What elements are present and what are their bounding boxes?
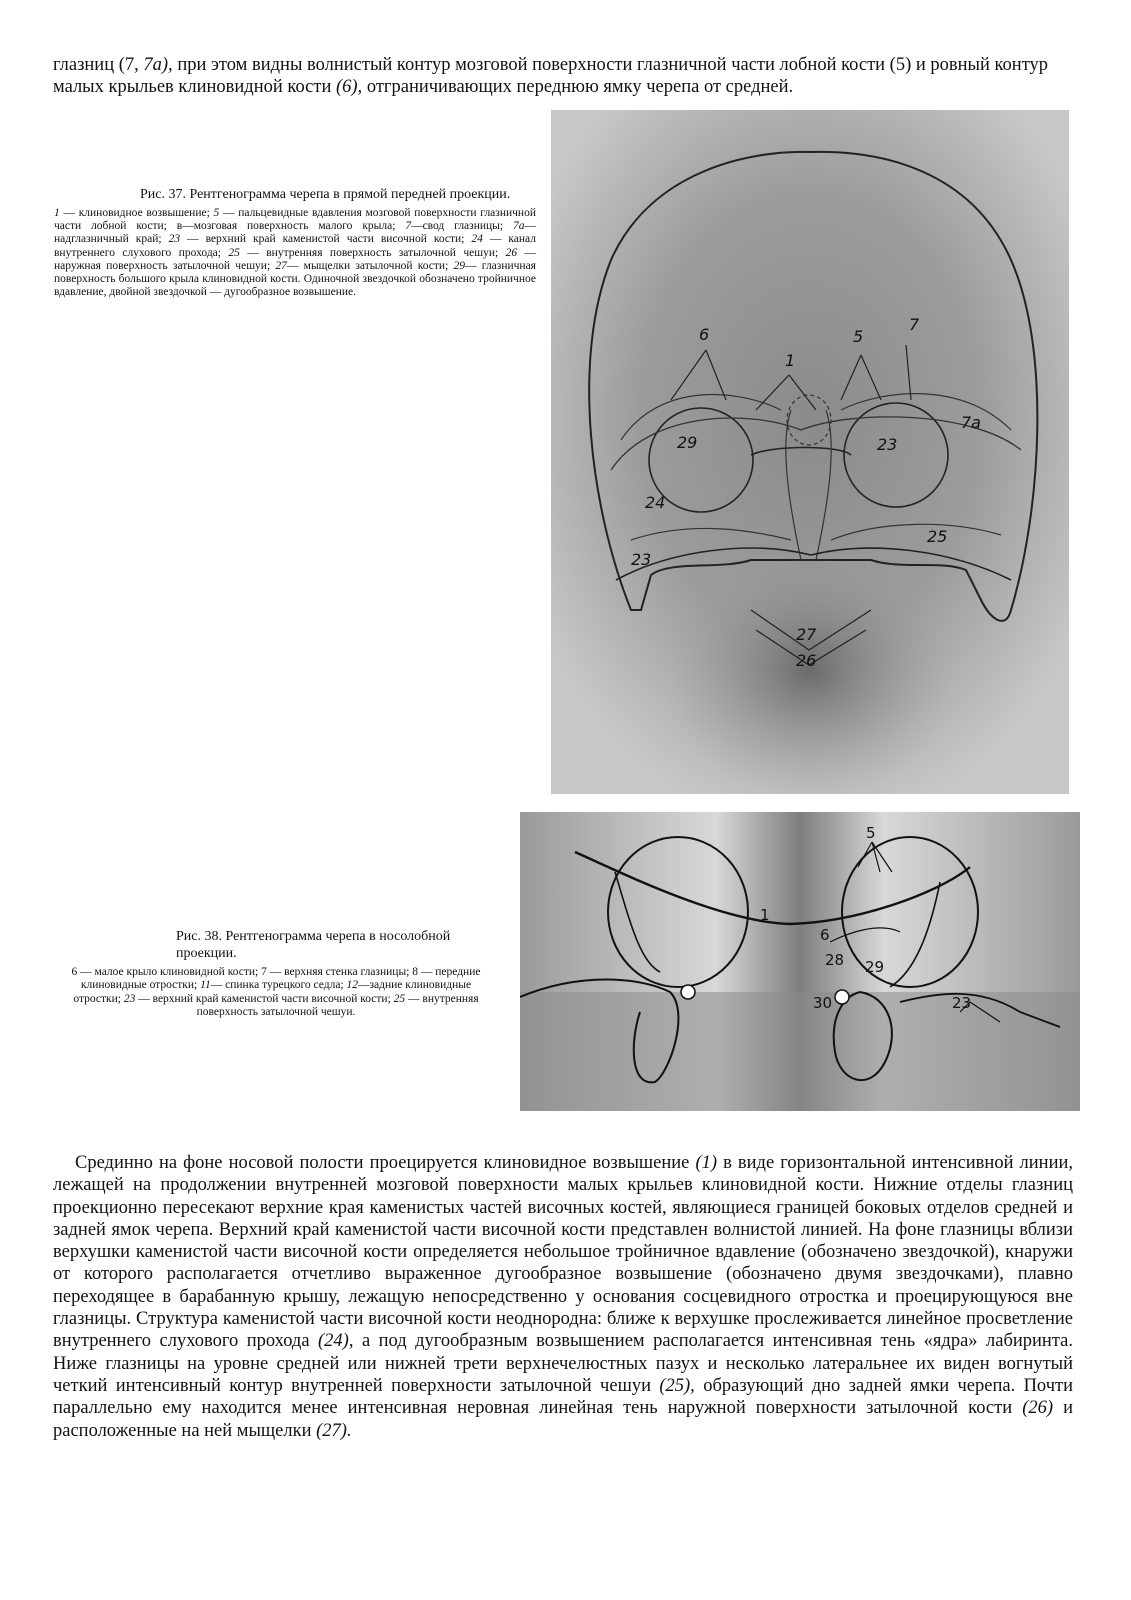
- intro-paragraph: [53, 54, 1063, 98]
- label-30: 30: [813, 994, 833, 1012]
- label-23-right: 23: [877, 435, 898, 454]
- figure-38-legend: 6 — малое крыло клиновидной кости; 7 — верхняя стенка глазницы; 8 — передние клиновидные отростки; 11— спинка турецкого седла; 12—задние клиновидные отростки; 23 — верхний край каменистой части височной кости; 25 — внутренняя поверхность затылочной чешуи.: [71, 966, 481, 1019]
- figure-37-caption: [54, 186, 536, 299]
- label-1: 1: [760, 906, 770, 924]
- figure-37-radiograph: [551, 110, 1069, 794]
- figure-38-caption: [60, 928, 492, 1020]
- label-23-left: 23: [631, 550, 652, 569]
- intro-text-1: глазниц (7,: [53, 55, 144, 75]
- figure-37-title: Рис. 37. Рентгенограмма черепа в прямой передней проекции.: [140, 187, 511, 202]
- figure-37-legend: 1 — клиновидное возвышение; 5 — пальцевидные вдавления мозговой поверхности глазничной части лобной кости; в—мозговая поверхность малого крыла; 7—свод глазницы; 7а—надглазничный край; 23 — верхний край каменистой части височной кости; 24 — канал внутреннего слухового прохода; 25 — внутренняя поверхность затылочной чешуи; 26 — наружная поверхность затылочной чешуи; 27— мыщелки затылочной кости; 29— глазничная поверхность большого крыла клиновидной кости. Одиночной звездочкой обозначено тройничное вдавление, двойной звездочкой — дугообразное возвышение.: [54, 207, 537, 299]
- intro-text-3: отграничивающих переднюю ямку черепа от средней.: [362, 77, 794, 97]
- figure-38-title: Рис. 38. Рентгенограмма черепа в носолобной проекции.: [176, 929, 451, 961]
- label-24: 24: [645, 493, 666, 512]
- label-29: 29: [677, 433, 698, 452]
- label-1: 1: [785, 351, 796, 370]
- intro-ref-7a: 7а),: [143, 55, 173, 75]
- label-5: 5: [866, 824, 876, 842]
- figure-38-radiograph: [520, 812, 1080, 1111]
- label-7: 7: [909, 315, 920, 334]
- label-23: 23: [952, 994, 972, 1012]
- label-7a: 7а: [961, 413, 981, 432]
- label-25: 25: [927, 527, 948, 546]
- label-5: 5: [853, 327, 864, 346]
- body-paragraph: Срединно на фоне носовой полости проецируется клиновидное возвышение (1) в виде горизонтальной интенсивной линии, лежащей на продолжении внутренней мозговой поверхности малых крыльев клиновидной кости. Нижние отделы глазниц проекционно пересекают верхние края каменистых частей височных костей, являющиеся границей боковых отделов средней и задней ямок черепа. Верхний край каменистой части височной кости представлен волнистой линией. На фоне глазницы вблизи верхушки каменистой части височной кости определяется небольшое тройничное вдавление (обозначено звездочкой), кнаружи от которого располагается отчетливо выраженное дугообразное возвышение (обозначено двумя звездочками), плавно переходящее в барабанную крышу, лежащую непосредственно у основания сосцевидного отростка и проецирующуюся вне глазницы. Структура каменистой части височной кости неоднородна: ближе к верхушке прослеживается линейное просветление внутреннего слухового прохода (24), а под дугообразным возвышением располагается интенсивная тень «ядра» лабиринта. Ниже глазницы на уровне средней или нижней трети верхнечелюстных пазух и несколько латеральнее их виден вогнутый четкий интенсивный контур внутренней поверхности затылочной чешуи (25), образующий дно задней ямки черепа. Почти параллельно ему находится менее интенсивная неровная линейная тень наружной поверхности затылочной кости (26) и расположенные на ней мыщелки (27).: [53, 1153, 1074, 1441]
- label-28: 28: [825, 951, 845, 969]
- label-29: 29: [865, 958, 885, 976]
- label-26: 26: [796, 651, 817, 670]
- intro-text-2: при этом видны волнистый контур мозговой поверхности глазничной части лобной кости (5) и ровный контур малых крыльев клиновидной кости: [53, 55, 1049, 97]
- label-6: 6: [820, 926, 830, 944]
- intro-ref-6: (6),: [335, 77, 363, 97]
- label-6: 6: [699, 325, 710, 344]
- label-27: 27: [796, 625, 817, 644]
